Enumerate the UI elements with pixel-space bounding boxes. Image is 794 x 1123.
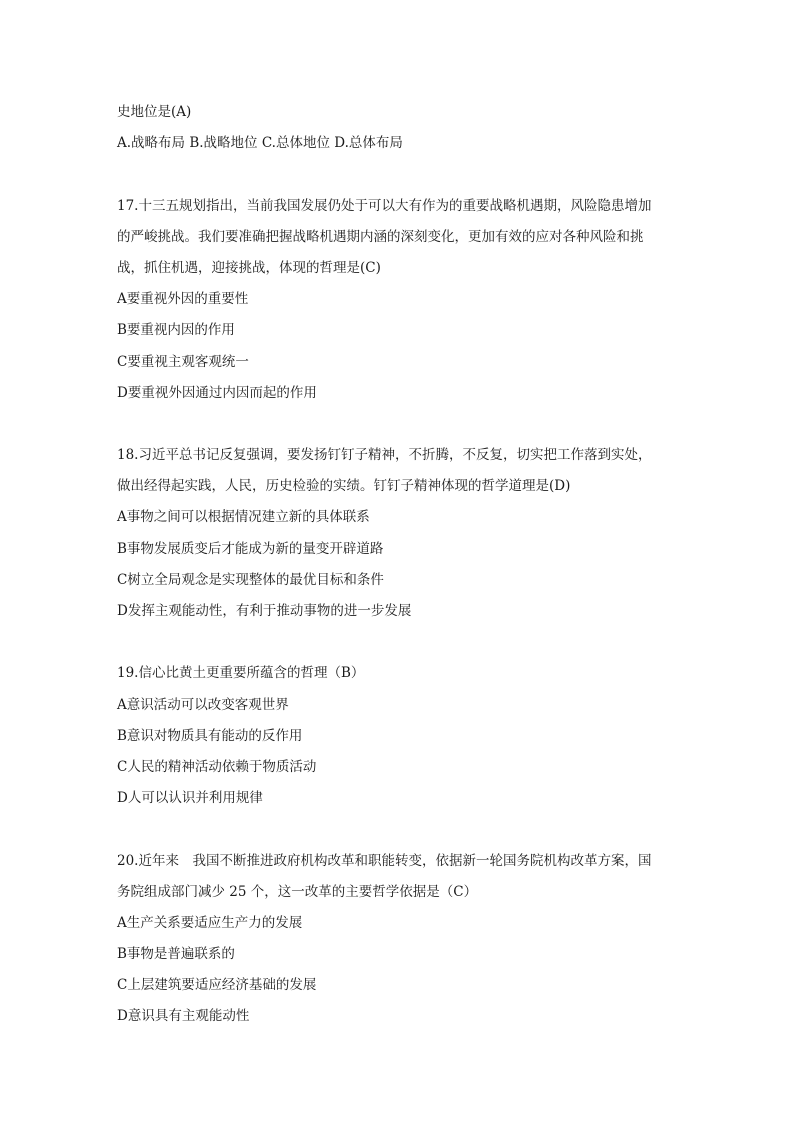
question-20 <box>117 846 687 1033</box>
option-d: D发挥主观能动性，有利于推动事物的进一步发展 <box>117 603 412 619</box>
stem-line: 的严峻挑战。我们要准确把握战略机遇期内涵的深刻变化，更加有效的应对各种风险和挑 <box>117 228 644 245</box>
stem-line: 战，抓住机遇，迎接挑战，体现的哲理是(C) <box>117 259 381 276</box>
document-page <box>117 97 687 1033</box>
question-18 <box>117 440 687 627</box>
option-b: B意识对物质具有能动的反作用 <box>117 727 303 744</box>
option-c: C树立全局观念是实现整体的最优目标和条件 <box>117 571 384 588</box>
option-b: B事物是普遍联系的 <box>117 946 235 963</box>
option-a: A要重视外因的重要性 <box>117 291 249 308</box>
question-19 <box>117 658 687 814</box>
stem-line: 18.习近平总书记反复强调，要发扬钉钉子精神，不折腾，不反复，切实把工作落到实处， <box>117 447 652 464</box>
stem-line: 17.十三五规划指出，当前我国发展仍处于可以大有作为的重要战略机遇期，风险隐患增加 <box>117 197 652 214</box>
stem-line: 务院组成部门减少 25 个，这一改革的主要哲学依据是（C） <box>117 883 478 900</box>
option-a: A事物之间可以根据情况建立新的具体联系 <box>117 509 370 526</box>
option-d: D人可以认识并利用规律 <box>117 790 263 807</box>
stem-line: 19.信心比黄土更重要所蕴含的哲理（B） <box>117 665 365 682</box>
question-17 <box>117 191 687 409</box>
option-a: A生产关系要适应生产力的发展 <box>117 914 303 931</box>
option-b: B要重视内因的作用 <box>117 322 235 339</box>
question-16-tail <box>117 97 687 159</box>
stem-line: 史地位是(A) <box>117 104 192 120</box>
option-b: B事物发展质变后才能成为新的量变开辟道路 <box>117 540 384 557</box>
option-c: C人民的精神活动依赖于物质活动 <box>117 758 317 775</box>
option-a: A意识活动可以改变客观世界 <box>117 696 289 713</box>
option-c: C要重视主观客观统一 <box>117 353 249 370</box>
option-c: C上层建筑要适应经济基础的发展 <box>117 977 317 994</box>
option-d: D意识具有主观能动性 <box>117 1008 250 1025</box>
options-line: A.战略布局 B.战略地位 C.总体地位 D.总体布局 <box>117 135 403 152</box>
stem-line: 做出经得起实践，人民，历史检验的实绩。钉钉子精神体现的哲学道理是(D) <box>117 478 571 495</box>
option-d: D要重视外因通过内因而起的作用 <box>117 384 317 401</box>
stem-line: 20.近年来 我国不断推进政府机构改革和职能转变，依据新一轮国务院机构改革方案，国 <box>117 852 652 869</box>
